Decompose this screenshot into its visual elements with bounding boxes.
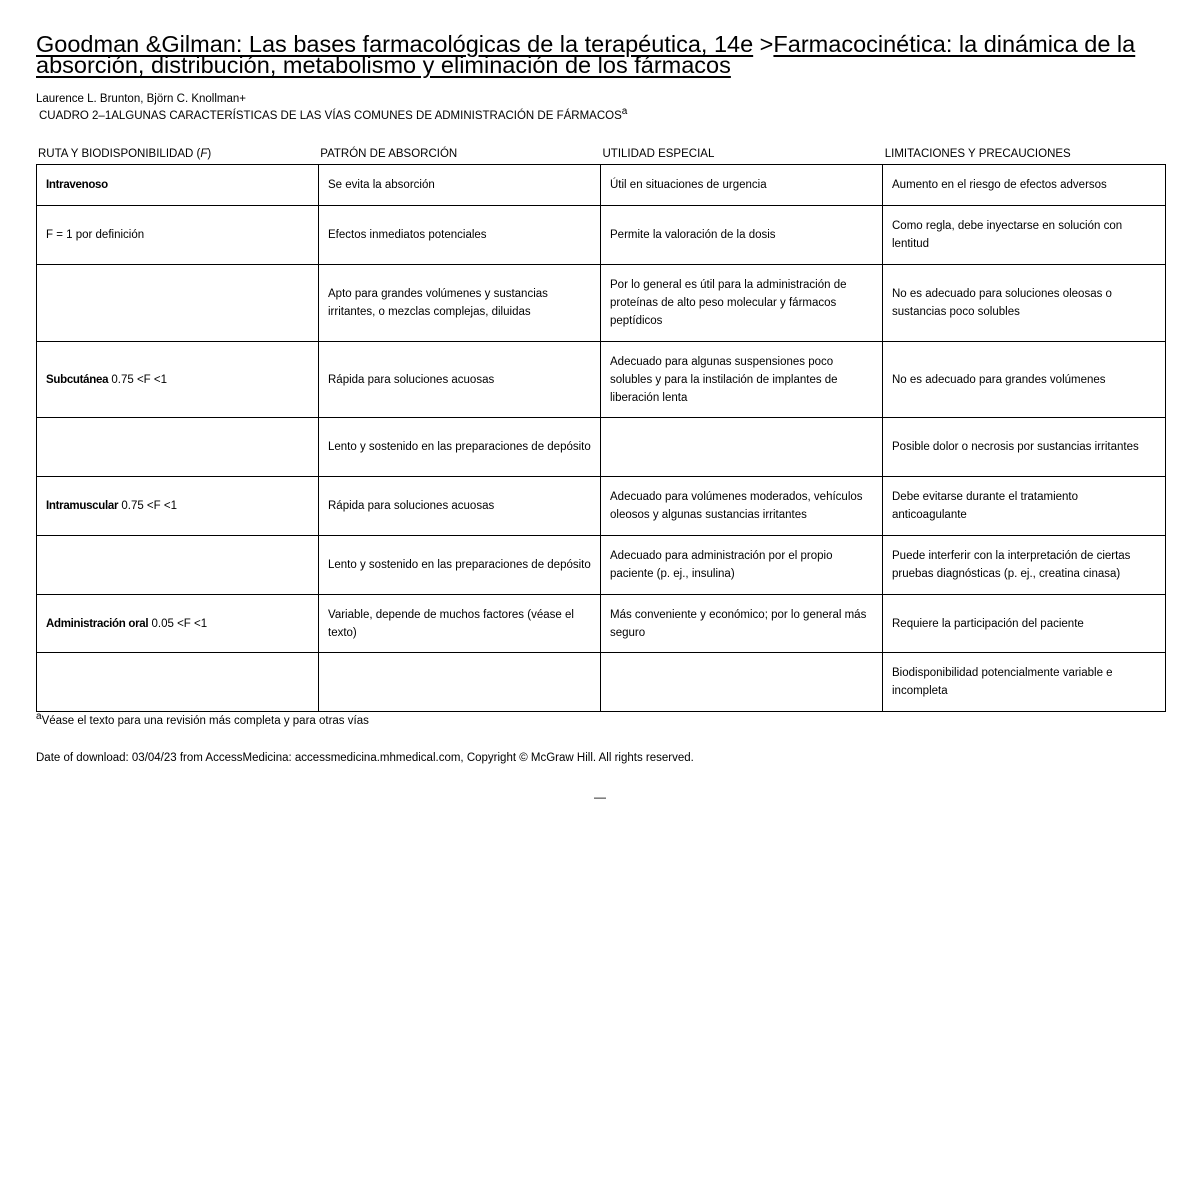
col-header-route bbox=[36, 148, 318, 160]
footnote-text: Véase el texto para una revisión más completa y para otras vías bbox=[41, 715, 369, 727]
table-row bbox=[37, 418, 1166, 477]
cell-utility bbox=[601, 653, 883, 712]
cell-limitations: Puede interferir con la interpretación de ciertas pruebas diagnósticas (p. ej., creatina cinasa) bbox=[883, 536, 1166, 595]
chapter-title-link[interactable]: Farmacocinética: la dinámica de la absorción, distribución, metabolismo y eliminación de los fármacos bbox=[36, 31, 1136, 78]
cell-limitations: Aumento en el riesgo de efectos adversos bbox=[883, 165, 1166, 206]
cell-limitations: No es adecuado para grandes volúmenes bbox=[883, 342, 1166, 418]
caption-footnote-marker: a bbox=[621, 106, 628, 117]
cell-utility: Adecuado para administración por el propio paciente (p. ej., insulina) bbox=[601, 536, 883, 595]
cell-utility: Útil en situaciones de urgencia bbox=[601, 165, 883, 206]
col-header-route-text: RUTA Y BIODISPONIBILIDAD ( bbox=[38, 148, 201, 160]
cell-route bbox=[37, 165, 319, 206]
cell-utility: Adecuado para algunas suspensiones poco solubles y para la instilación de implantes de liberación lenta bbox=[601, 342, 883, 418]
cell-absorption: Rápida para soluciones acuosas bbox=[319, 342, 601, 418]
cell-utility bbox=[601, 418, 883, 477]
book-title-link[interactable]: Goodman &Gilman: Las bases farmacológicas de la terapéutica, 14e bbox=[36, 31, 754, 57]
cell-route bbox=[37, 342, 319, 418]
cell-limitations: Debe evitarse durante el tratamiento anticoagulante bbox=[883, 477, 1166, 536]
table-row bbox=[37, 595, 1166, 653]
cell-limitations: Biodisponibilidad potencialmente variable e incompleta bbox=[883, 653, 1166, 712]
cell-limitations: Requiere la participación del paciente bbox=[883, 595, 1166, 653]
cell-limitations: Como regla, debe inyectarse en solución con lentitud bbox=[883, 206, 1166, 265]
table-caption bbox=[39, 106, 627, 122]
route-detail: F = 1 por definición bbox=[46, 229, 145, 241]
authors: Laurence L. Brunton, Björn C. Knollman+ bbox=[36, 93, 246, 105]
cell-absorption: Efectos inmediatos potenciales bbox=[319, 206, 601, 265]
title-separator: > bbox=[753, 31, 774, 57]
table-row bbox=[37, 342, 1166, 418]
route-name: Intravenoso bbox=[46, 179, 108, 191]
cell-route bbox=[37, 536, 319, 595]
page-marker: — bbox=[594, 790, 606, 804]
cell-limitations: No es adecuado para soluciones oleosas o sustancias poco solubles bbox=[883, 265, 1166, 342]
table-column-headers bbox=[36, 148, 1165, 160]
footnote-marker: a bbox=[36, 711, 42, 722]
cell-utility: Por lo general es útil para la administración de proteínas de alto peso molecular y fármacos peptídicos bbox=[601, 265, 883, 342]
download-info: Date of download: 03/04/23 from AccessMedicina: accessmedicina.mhmedical.com, Copyright © McGraw Hill. All rights reserved. bbox=[36, 752, 694, 764]
cell-absorption: Apto para grandes volúmenes y sustancias irritantes, o mezclas complejas, diluidas bbox=[319, 265, 601, 342]
page-title bbox=[36, 31, 1176, 78]
table-row bbox=[37, 165, 1166, 206]
cell-route bbox=[37, 265, 319, 342]
route-name: Administración oral bbox=[46, 617, 149, 630]
cell-absorption: Rápida para soluciones acuosas bbox=[319, 477, 601, 536]
table-row bbox=[37, 536, 1166, 595]
table-row bbox=[37, 653, 1166, 712]
cell-route bbox=[37, 477, 319, 536]
cell-absorption bbox=[319, 653, 601, 712]
col-header-route-close: ) bbox=[207, 148, 212, 160]
route-detail: 0.75 <F <1 bbox=[118, 500, 177, 512]
cell-limitations: Posible dolor o necrosis por sustancias irritantes bbox=[883, 418, 1166, 477]
table-row bbox=[37, 265, 1166, 342]
footnote bbox=[36, 711, 369, 727]
route-detail: 0.05 <F <1 bbox=[148, 617, 208, 630]
col-header-utility: UTILIDAD ESPECIAL bbox=[602, 148, 715, 160]
cell-absorption: Lento y sostenido en las preparaciones de depósito bbox=[319, 536, 601, 595]
cell-utility: Más conveniente y económico; por lo general más seguro bbox=[601, 595, 883, 653]
col-header-absorption: PATRÓN DE ABSORCIÓN bbox=[320, 148, 458, 160]
routes-table bbox=[36, 164, 1166, 712]
route-detail: 0.75 <F <1 bbox=[108, 373, 168, 386]
route-name: Intramuscular bbox=[46, 500, 119, 512]
table-row bbox=[37, 206, 1166, 265]
table-row bbox=[37, 477, 1166, 536]
caption-text: CUADRO 2–1ALGUNAS CARACTERÍSTICAS DE LAS VÍAS COMUNES DE ADMINISTRACIÓN DE FÁRMACOS bbox=[39, 110, 622, 122]
cell-utility: Permite la valoración de la dosis bbox=[601, 206, 883, 265]
cell-utility: Adecuado para volúmenes moderados, vehículos oleosos y algunas sustancias irritantes bbox=[601, 477, 883, 536]
cell-absorption: Variable, depende de muchos factores (véase el texto) bbox=[319, 595, 601, 653]
route-name: Subcutánea bbox=[46, 373, 109, 386]
cell-route bbox=[37, 653, 319, 712]
cell-absorption: Lento y sostenido en las preparaciones de depósito bbox=[319, 418, 601, 477]
col-header-route-var: F bbox=[200, 148, 208, 160]
cell-route bbox=[37, 418, 319, 477]
cell-route bbox=[37, 595, 319, 653]
cell-absorption: Se evita la absorción bbox=[319, 165, 601, 206]
col-header-limitations: LIMITACIONES Y PRECAUCIONES bbox=[884, 148, 1071, 160]
cell-route bbox=[37, 206, 319, 265]
